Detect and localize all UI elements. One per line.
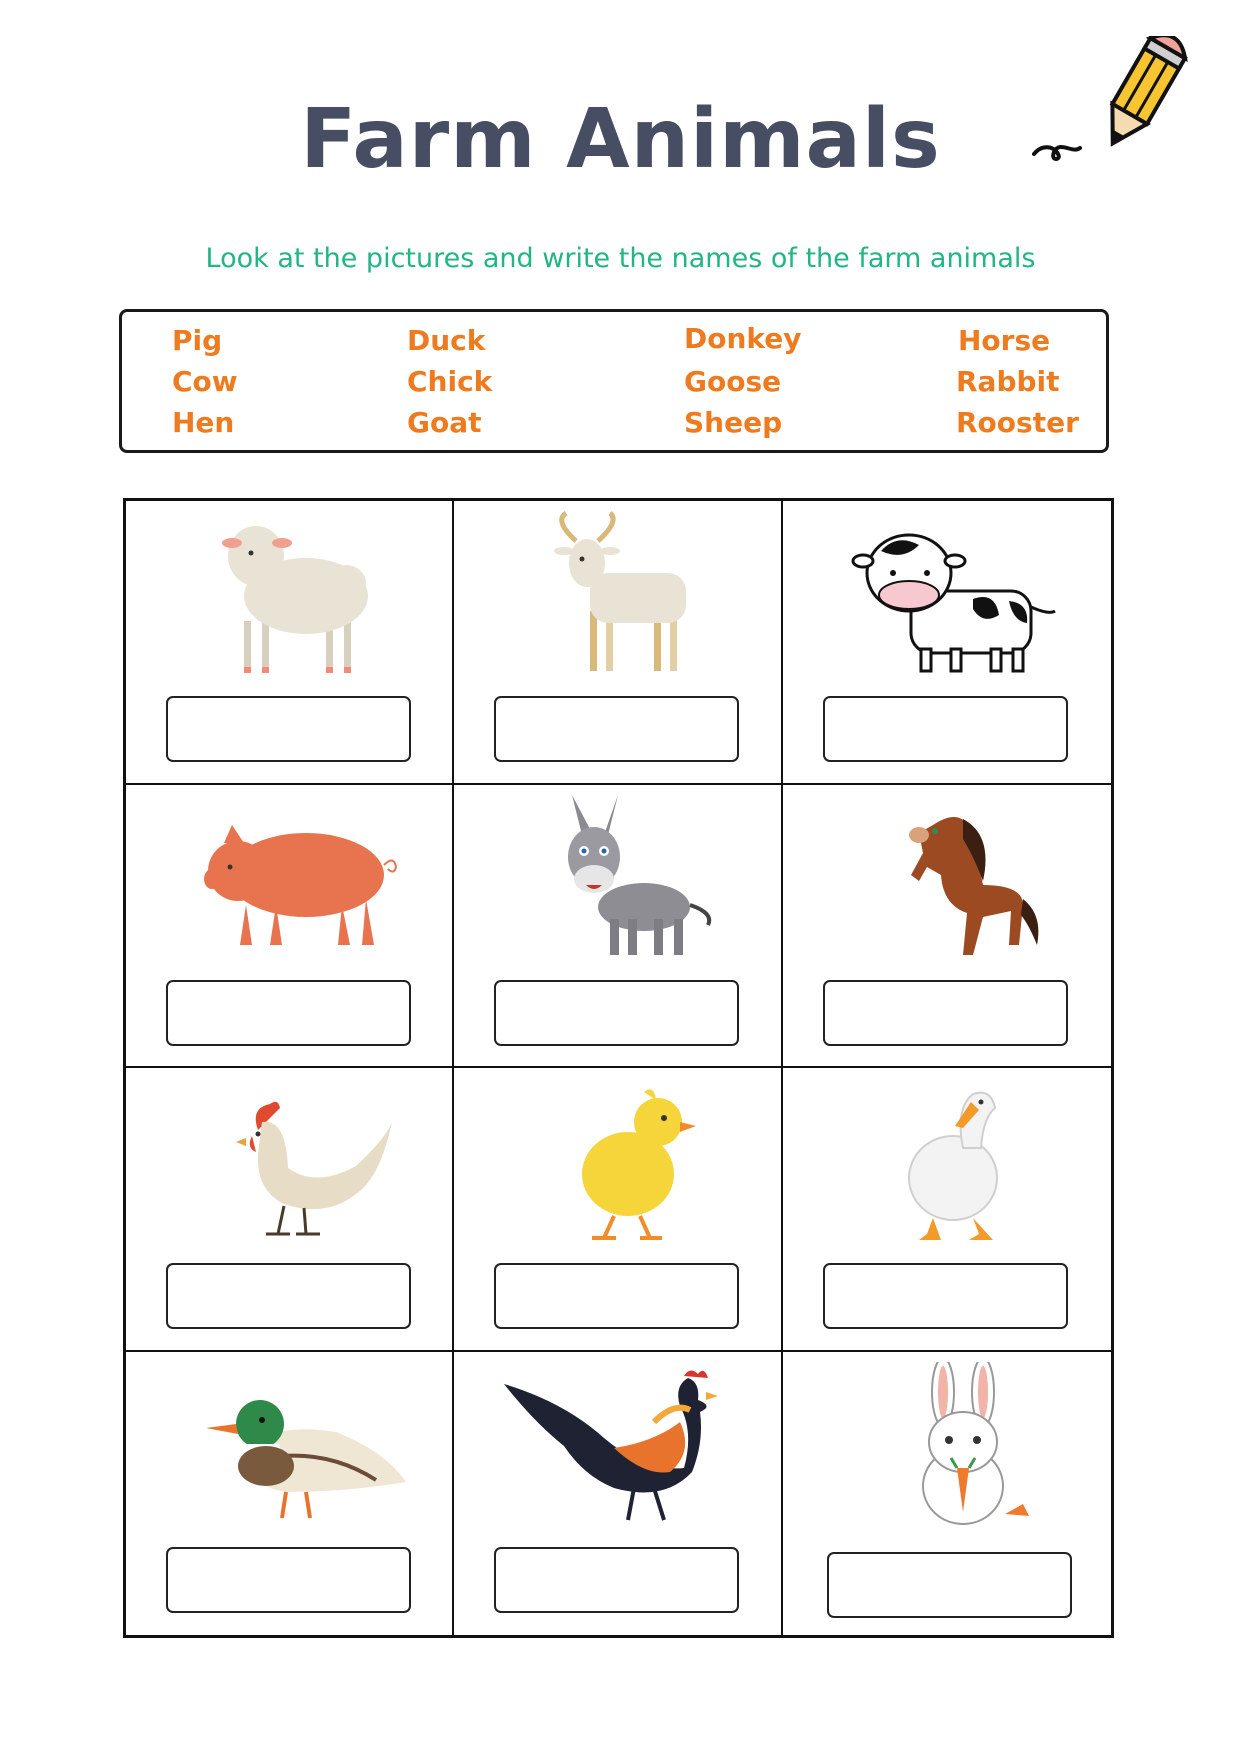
animal-cell [783, 785, 1111, 1069]
animal-cell [126, 501, 454, 785]
chick-picture [494, 1078, 744, 1248]
answer-box[interactable] [166, 696, 411, 762]
sheep-picture [166, 511, 416, 681]
answer-box[interactable] [823, 696, 1068, 762]
animal-cell [454, 785, 782, 1069]
animal-cell [783, 501, 1111, 785]
page-title: Farm Animals [300, 92, 941, 187]
animal-cell [126, 1068, 454, 1352]
hen-picture [166, 1078, 416, 1248]
animal-cell [783, 1068, 1111, 1352]
animal-grid [123, 498, 1114, 1638]
word-bank-item: Pig [172, 324, 223, 357]
animal-cell [454, 1068, 782, 1352]
word-bank-item: Sheep [684, 406, 783, 439]
pencil-icon [1032, 36, 1202, 176]
word-bank-item: Cow [172, 365, 238, 398]
word-bank-item: Hen [172, 406, 235, 439]
answer-box[interactable] [494, 980, 739, 1046]
word-bank-item: Duck [407, 324, 486, 357]
instruction-text: Look at the pictures and write the names of the farm animals [205, 243, 1036, 274]
word-bank-item: Donkey [684, 322, 802, 355]
animal-cell [454, 1352, 782, 1636]
duck-picture [166, 1362, 416, 1532]
rabbit-picture [823, 1362, 1073, 1532]
word-bank-item: Goat [407, 406, 482, 439]
animal-cell [126, 1352, 454, 1636]
pig-picture [166, 795, 416, 965]
word-bank-item: Horse [958, 324, 1051, 357]
word-bank-item: Rabbit [956, 365, 1060, 398]
horse-picture [823, 795, 1073, 965]
goose-picture [823, 1078, 1073, 1248]
word-bank-item: Rooster [956, 406, 1079, 439]
cow-picture [823, 511, 1073, 681]
answer-box[interactable] [166, 1263, 411, 1329]
word-bank-item: Chick [407, 365, 493, 398]
animal-cell [454, 501, 782, 785]
rooster-picture [494, 1362, 744, 1532]
answer-box[interactable] [827, 1552, 1072, 1618]
goat-picture [494, 511, 744, 681]
animal-cell [783, 1352, 1111, 1636]
word-bank-box [119, 309, 1109, 453]
answer-box[interactable] [166, 1547, 411, 1613]
answer-box[interactable] [823, 1263, 1068, 1329]
answer-box[interactable] [166, 980, 411, 1046]
answer-box[interactable] [823, 980, 1068, 1046]
answer-box[interactable] [494, 1547, 739, 1613]
answer-box[interactable] [494, 1263, 739, 1329]
animal-cell [126, 785, 454, 1069]
answer-box[interactable] [494, 696, 739, 762]
word-bank-item: Goose [684, 365, 782, 398]
donkey-picture [494, 795, 744, 965]
